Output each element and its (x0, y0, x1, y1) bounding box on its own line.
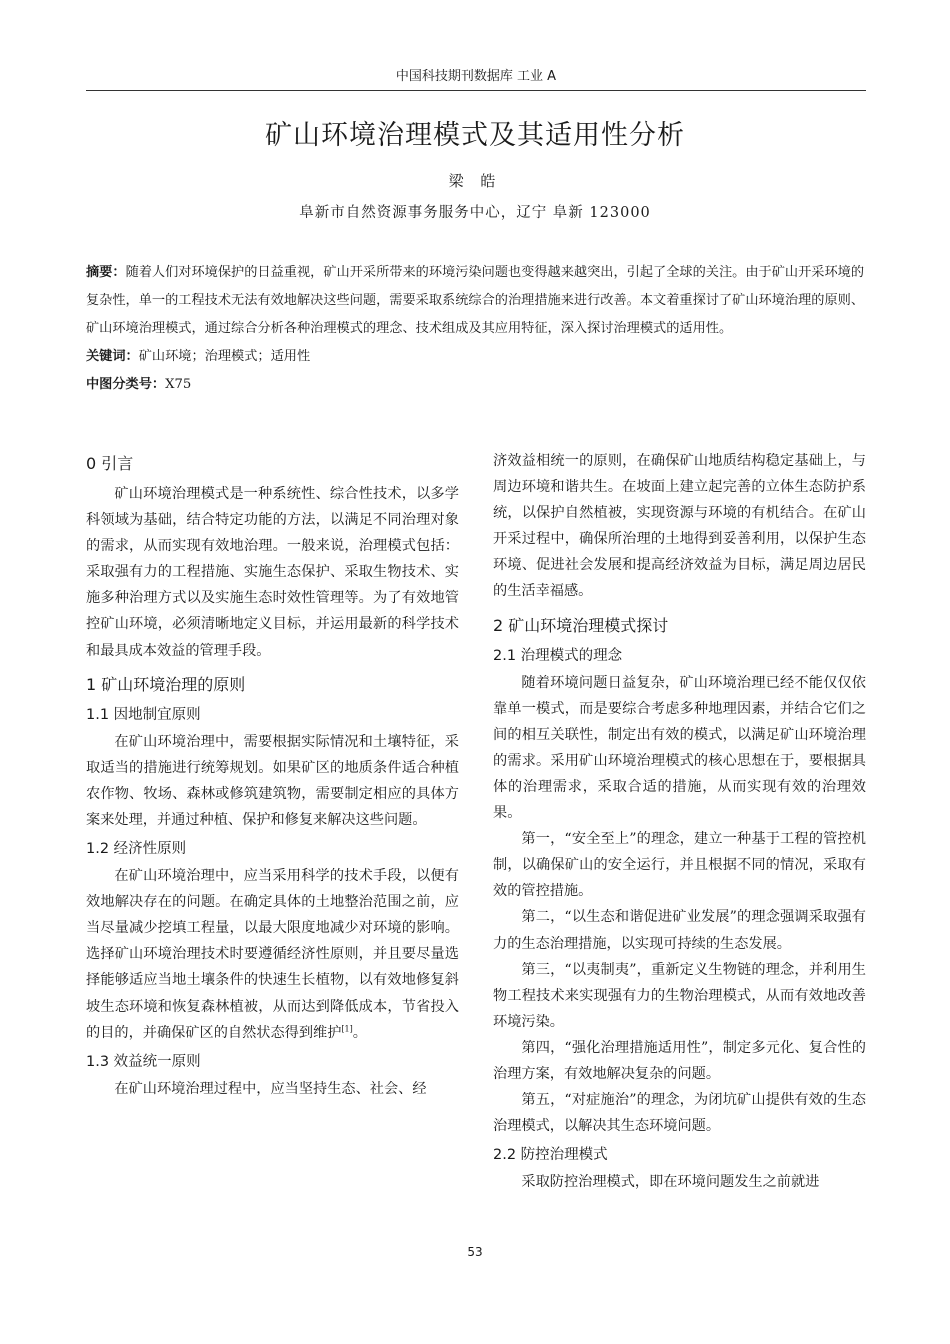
right-column (493, 448, 866, 1195)
section-0-paragraph: 矿山环境治理模式是一种系统性、综合性技术，以多学科领域为基础，结合特定功能的方法，以满足不同治理对象的需求，从而实现有效地治理。一般来说，治理模式包括：采取强有力的工程措施、实施生态保护、采取生物技术、实施多种治理方式以及实施生态时效性管理等。为了有效地管控矿山环境，必须清晰地定义目标，并运用最新的科学技术和最具成本效益的管理手段。 (86, 486, 459, 659)
section-1-2-paragraph (86, 863, 459, 1046)
section-1-2-text: 在矿山环境治理中，应当采用科学的技术手段，以便有效地解决存在的问题。在确定具体的土地整治范围之前，应当尽量减少挖填工程量，以最大限度地减少对环境的影响。选择矿山环境治理技术时要遵循经济性原则，并且要尽量选择能够适应当地土壤条件的快速生长植物，以有效地修复斜坡生态环境和恢复森林植被，从而达到降低成本，节省投入的目的，并确保矿区的自然状态得到维护 (86, 868, 459, 1041)
section-2-2-heading: 2.2 防控治理模式 (493, 1147, 608, 1164)
paper-title: 矿山环境治理模式及其适用性分析 (265, 120, 685, 151)
section-2-1-item-4: 第四，“强化治理措施适用性”，制定多元化、复合性的治理方案，有效地解决复杂的问题。 (493, 1039, 866, 1082)
section-2-1-item-2: 第二，“以生态和谐促进矿业发展”的理念强调采取强有力的生态治理措施，以实现可持续的生态发展。 (493, 909, 866, 952)
clc (86, 371, 866, 399)
section-1-2-heading: 1.2 经济性原则 (86, 841, 187, 858)
abstract-block (86, 259, 866, 399)
journal-header: 中国科技期刊数据库 工业 A (86, 66, 866, 91)
author: 梁 皓 (448, 172, 502, 190)
keywords (86, 343, 866, 371)
section-2-1-item-1: 第一，“安全至上”的理念，建立一种基于工程的管控机制，以确保矿山的安全运行，并且根据不同的情况，采取有效的管控措施。 (493, 831, 866, 900)
clc-text: X75 (165, 377, 192, 392)
affiliation: 阜新市自然资源事务服务中心，辽宁 阜新 123000 (299, 205, 651, 221)
section-1-3-continued: 济效益相统一的原则，在确保矿山地质结构稳定基础上，与周边环境和谐共生。在坡面上建立起完善的立体生态防护系统，以保护自然植被，实现资源与环境的有机结合。在矿山开采过程中，确保所治理的土地得到妥善利用，以保护生态环境、促进社会发展和提高经济效益为目标，满足周边居民的生活幸福感。 (493, 453, 866, 600)
section-1-2-end: 。 (352, 1024, 367, 1041)
clc-label: 中图分类号： (86, 377, 166, 392)
section-2-1-paragraph: 随着环境问题日益复杂，矿山环境治理已经不能仅仅依靠单一模式，而是要综合考虑多种地理因素，并结合它们之间的相互关联性，制定出有效的模式，以满足矿山环境治理的需求。采用矿山环境治理模式的核心思想在于，要根据具体的治理需求，采取合适的措施，从而实现有效的治理效果。 (493, 674, 866, 822)
section-2-1-item-5: 第五，“对症施治”的理念，为闭坑矿山提供有效的生态治理模式，以解决其生态环境问题。 (493, 1092, 866, 1135)
section-1-1-paragraph: 在矿山环境治理中，需要根据实际情况和土壤特征，采取适当的措施进行统筹规划。如果矿区的地质条件适合种植农作物、牧场、森林或修筑建筑物，需要制定相应的具体方案来处理，并通过种植、保护和修复来解决这些问题。 (86, 733, 459, 828)
section-2-1-item-3: 第三，“以夷制夷”，重新定义生物链的理念，并利用生物工程技术来实现强有力的生物治理模式，从而有效地改善环境污染。 (493, 961, 866, 1030)
section-2-2-paragraph: 采取防控治理模式，即在环境问题发生之前就进 (521, 1174, 820, 1191)
keywords-label: 关键词： (86, 349, 139, 364)
section-1-3-paragraph: 在矿山环境治理过程中，应当坚持生态、社会、经 (114, 1080, 427, 1097)
section-0-heading: 0 引言 (86, 454, 134, 473)
abstract-text: 随着人们对环境保护的日益重视，矿山开采所带来的环境污染问题也变得越来越突出，引起了全球的关注。由于矿山开采环境的复杂性，单一的工程技术无法有效地解决这些问题，需要采取系统综合的治理措施来进行改善。本文着重探讨了矿山环境治理的原则、矿山环境治理模式，通过综合分析各种治理模式的理念、技术组成及其应用特征，深入探讨治理模式的适用性。 (86, 265, 865, 336)
page-number: 53 (467, 1245, 483, 1259)
abstract (86, 259, 866, 343)
section-1-heading: 1 矿山环境治理的原则 (86, 674, 246, 694)
section-2-heading: 2 矿山环境治理模式探讨 (493, 615, 669, 635)
section-2-1-heading: 2.1 治理模式的理念 (493, 647, 623, 664)
section-1-1-heading: 1.1 因地制宜原则 (86, 706, 201, 723)
citation-1: [1] (341, 1023, 353, 1033)
section-1-3-heading: 1.3 效益统一原则 (86, 1053, 201, 1070)
abstract-label: 摘要： (86, 265, 126, 280)
left-column (86, 448, 459, 1102)
keywords-text: 矿山环境；治理模式；适用性 (138, 349, 311, 364)
